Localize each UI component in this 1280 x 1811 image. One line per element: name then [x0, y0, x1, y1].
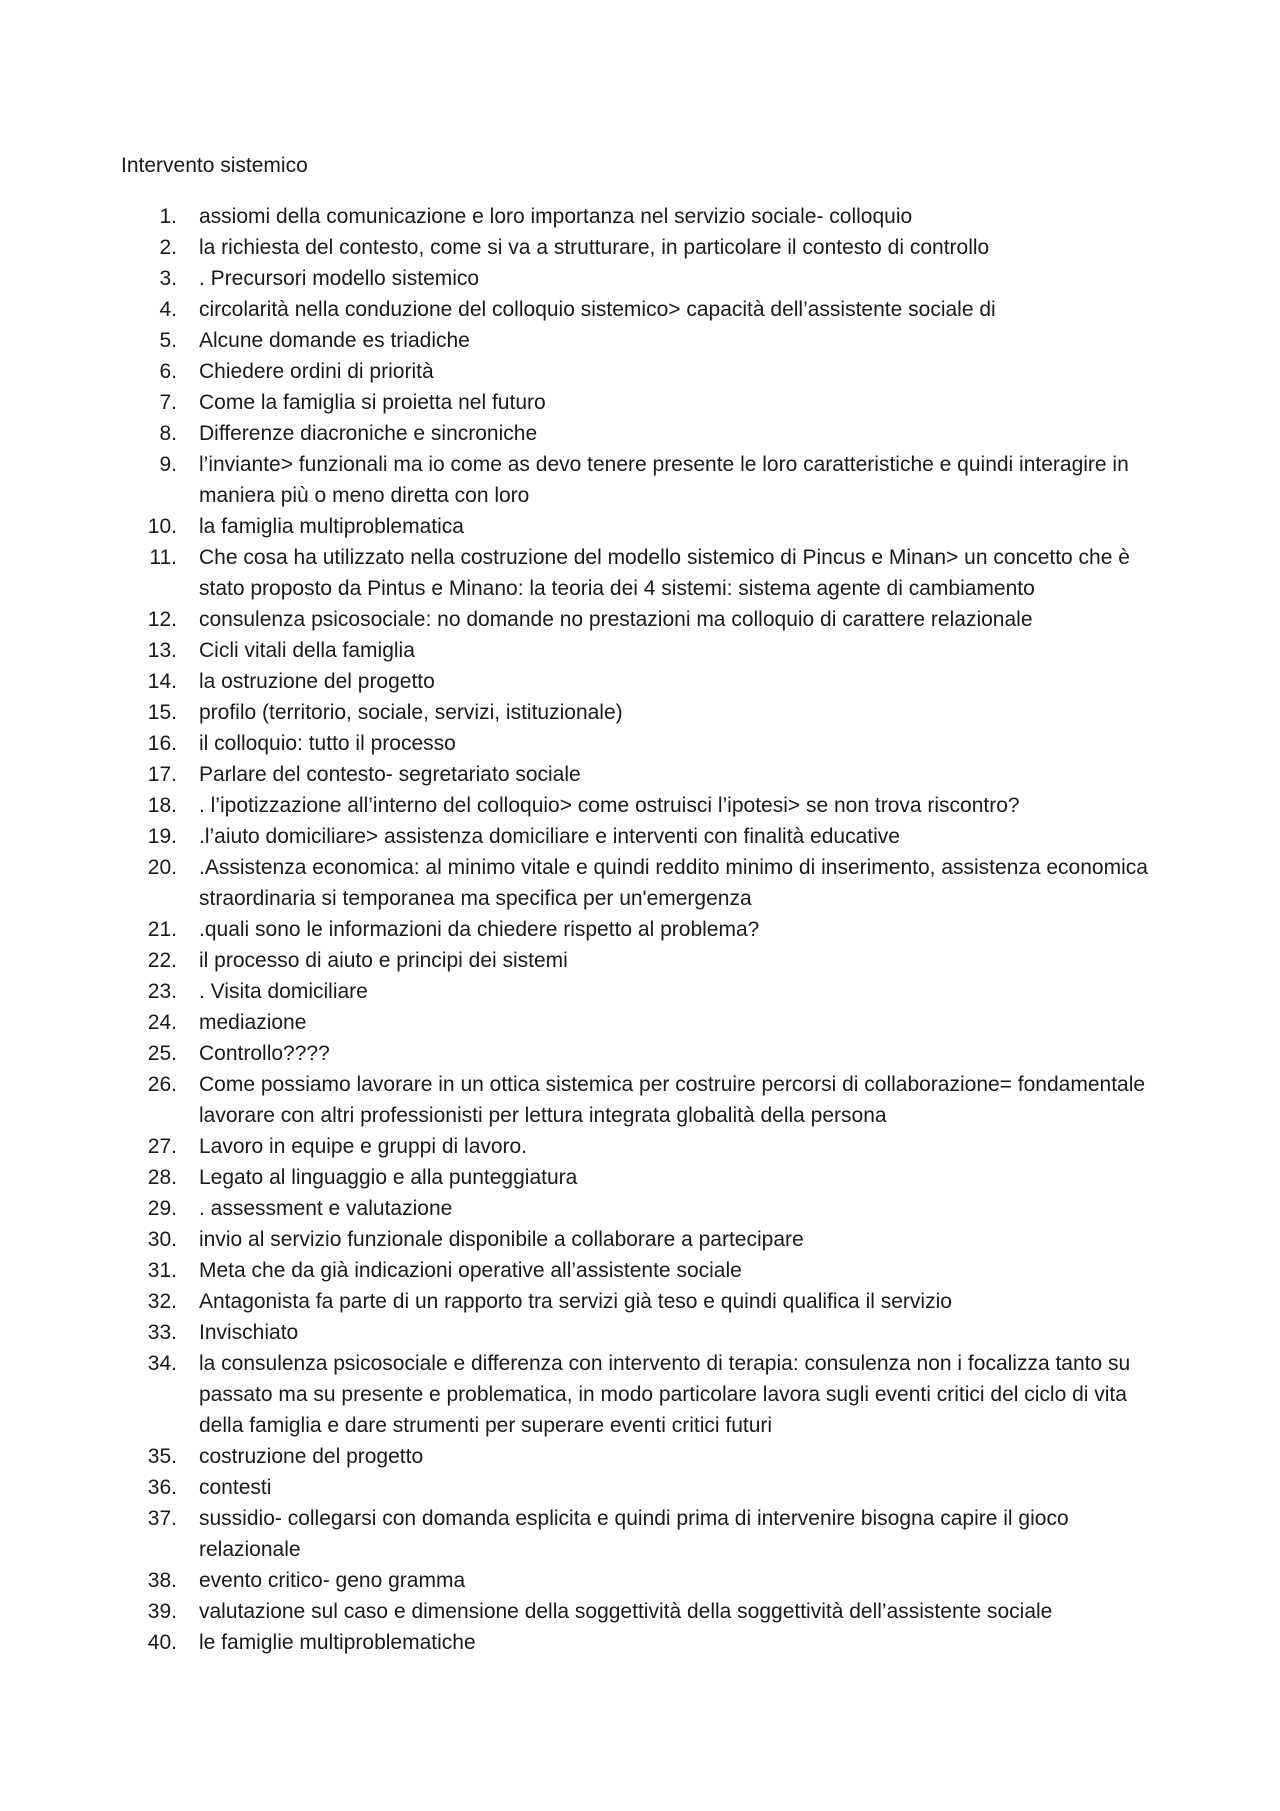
- list-item: [0, 1069, 1280, 1131]
- list-item-number: 27.: [147, 1135, 177, 1158]
- list-item-number: 20.: [147, 856, 177, 879]
- list-item-number: 35.: [147, 1445, 177, 1468]
- list-item-text: Controllo????: [199, 1042, 330, 1065]
- list-item: [0, 852, 1280, 914]
- list-item-number: 5.: [159, 329, 177, 352]
- list-item-text: .quali sono le informazioni da chiedere rispetto al problema?: [199, 918, 760, 941]
- list-item: [0, 387, 1280, 418]
- list-item-number: 9.: [159, 453, 177, 476]
- list-item-text: . assessment e valutazione: [199, 1197, 453, 1220]
- list-item: [0, 1007, 1280, 1038]
- list-item-text: . Visita domiciliare: [199, 980, 368, 1003]
- list-item-number: 15.: [147, 701, 177, 724]
- list-item-text: Antagonista fa parte di un rapporto tra servizi già teso e quindi qualifica il servizio: [199, 1290, 952, 1313]
- list-item-text: circolarità nella conduzione del colloquio sistemico> capacità dell’assistente sociale di: [199, 298, 996, 321]
- list-item: [0, 418, 1280, 449]
- list-item: [0, 945, 1280, 976]
- list-item-text: Come possiamo lavorare in un ottica sistemica per costruire percorsi di collaborazione= fondamentale lavorare con altri professionisti per lettura integrata globalità della persona: [199, 1073, 1146, 1127]
- list-item: [0, 604, 1280, 635]
- list-item-text: Legato al linguaggio e alla punteggiatura: [199, 1166, 578, 1189]
- list-item-text: Come la famiglia si proietta nel futuro: [199, 391, 546, 414]
- list-item-text: Lavoro in equipe e gruppi di lavoro.: [199, 1135, 528, 1158]
- list-item-number: 7.: [159, 391, 177, 414]
- list-item-text: l’inviante> funzionali ma io come as devo tenere presente le loro caratteristiche e quindi interagire in maniera più o meno diretta con loro: [199, 453, 1129, 507]
- list-item: [0, 511, 1280, 542]
- list-item-text: Parlare del contesto- segretariato sociale: [199, 763, 581, 786]
- document-title: Intervento sistemico: [121, 154, 308, 177]
- list-item-number: 16.: [147, 732, 177, 755]
- list-item: [0, 1038, 1280, 1069]
- list-item-number: 31.: [147, 1259, 177, 1282]
- list-item-text: .Assistenza economica: al minimo vitale e quindi reddito minimo di inserimento, assistenza economica straordinaria si temporanea ma specifica per un'emergenza: [199, 856, 1148, 910]
- list-item-text: contesti: [199, 1476, 272, 1499]
- list-item: [0, 1162, 1280, 1193]
- list-item: [0, 1596, 1280, 1627]
- list-item-text: assiomi della comunicazione e loro importanza nel servizio sociale- colloquio: [199, 205, 913, 228]
- list-item-number: 25.: [147, 1042, 177, 1065]
- list-item-text: il colloquio: tutto il processo: [199, 732, 456, 755]
- list-item-number: 39.: [147, 1600, 177, 1623]
- list-item: [0, 790, 1280, 821]
- list-item-text: valutazione sul caso e dimensione della soggettività della soggettività dell’assistente sociale: [199, 1600, 1053, 1623]
- list-item-text: Invischiato: [199, 1321, 299, 1344]
- list-item-text: Differenze diacroniche e sincroniche: [199, 422, 538, 445]
- list-item: [0, 697, 1280, 728]
- list-item-text: le famiglie multiproblematiche: [199, 1631, 476, 1654]
- list-item: [0, 1627, 1280, 1658]
- list-item-number: 12.: [147, 608, 177, 631]
- list-item-text: evento critico- geno gramma: [199, 1569, 466, 1592]
- list-item-number: 8.: [159, 422, 177, 445]
- list-item: [0, 263, 1280, 294]
- list-item: [0, 1348, 1280, 1441]
- list-item-text: Chiedere ordini di priorità: [199, 360, 434, 383]
- list-item-number: 30.: [147, 1228, 177, 1251]
- list-item: [0, 759, 1280, 790]
- list-item-number: 33.: [147, 1321, 177, 1344]
- list-item-number: 3.: [159, 267, 177, 290]
- list-item: [0, 1131, 1280, 1162]
- list-item: [0, 1317, 1280, 1348]
- list-item: [0, 821, 1280, 852]
- list-item-number: 24.: [147, 1011, 177, 1034]
- list-item-number: 32.: [147, 1290, 177, 1313]
- list-item-number: 26.: [147, 1073, 177, 1096]
- list-item-text: il processo di aiuto e principi dei sistemi: [199, 949, 568, 972]
- numbered-list: [0, 201, 1280, 1658]
- list-item: [0, 1193, 1280, 1224]
- list-item: [0, 914, 1280, 945]
- list-item: [0, 542, 1280, 604]
- list-item: [0, 1503, 1280, 1565]
- list-item-number: 1.: [159, 205, 177, 228]
- list-item-number: 22.: [147, 949, 177, 972]
- list-item-text: la ostruzione del progetto: [199, 670, 435, 693]
- list-item-text: mediazione: [199, 1011, 307, 1034]
- list-item-number: 21.: [147, 918, 177, 941]
- list-item-text: profilo (territorio, sociale, servizi, istituzionale): [199, 701, 623, 724]
- list-item-number: 10.: [147, 515, 177, 538]
- list-item-number: 40.: [147, 1631, 177, 1654]
- list-item-text: la richiesta del contesto, come si va a strutturare, in particolare il contesto di controllo: [199, 236, 990, 259]
- list-item-text: . l’ipotizzazione all’interno del colloquio> come ostruisci l’ipotesi> se non trova riscontro?: [199, 794, 1020, 817]
- list-item-text: consulenza psicosociale: no domande no prestazioni ma colloquio di carattere relazionale: [199, 608, 1033, 631]
- list-item: [0, 1441, 1280, 1472]
- list-item-text: . Precursori modello sistemico: [199, 267, 480, 290]
- list-item-text: .l’aiuto domiciliare> assistenza domiciliare e interventi con finalità educative: [199, 825, 900, 848]
- list-item-text: Che cosa ha utilizzato nella costruzione del modello sistemico di Pincus e Minan> un concetto che è stato proposto da Pintus e Minano: la teoria dei 4 sistemi: sistema agente di cambiamento: [199, 546, 1130, 600]
- list-item-text: sussidio- collegarsi con domanda esplicita e quindi prima di intervenire bisogna capire il gioco relazionale: [199, 1507, 1069, 1561]
- list-item-number: 28.: [147, 1166, 177, 1189]
- list-item-number: 6.: [159, 360, 177, 383]
- list-item-number: 13.: [147, 639, 177, 662]
- list-item: [0, 1472, 1280, 1503]
- list-item-text: Cicli vitali della famiglia: [199, 639, 415, 662]
- list-item-text: la famiglia multiproblematica: [199, 515, 464, 538]
- list-item: [0, 1565, 1280, 1596]
- list-item-number: 23.: [147, 980, 177, 1003]
- list-item-number: 11.: [149, 546, 177, 569]
- list-item-number: 2.: [159, 236, 177, 259]
- list-item: [0, 1286, 1280, 1317]
- list-item-number: 34.: [147, 1352, 177, 1375]
- list-item: [0, 232, 1280, 263]
- list-item-text: costruzione del progetto: [199, 1445, 424, 1468]
- list-item: [0, 1255, 1280, 1286]
- list-item-number: 18.: [147, 794, 177, 817]
- list-item-number: 29.: [147, 1197, 177, 1220]
- list-item-text: Meta che da già indicazioni operative all’assistente sociale: [199, 1259, 742, 1282]
- list-item: [0, 294, 1280, 325]
- list-item-number: 4.: [159, 298, 177, 321]
- list-item: [0, 728, 1280, 759]
- list-item-number: 17.: [147, 763, 177, 786]
- list-item: [0, 201, 1280, 232]
- list-item: [0, 635, 1280, 666]
- list-item-text: Alcune domande es triadiche: [199, 329, 470, 352]
- list-item-number: 19.: [147, 825, 177, 848]
- list-item-number: 38.: [147, 1569, 177, 1592]
- list-item: [0, 666, 1280, 697]
- list-item-number: 36.: [147, 1476, 177, 1499]
- list-item-number: 14.: [147, 670, 177, 693]
- list-item: [0, 356, 1280, 387]
- list-item: [0, 976, 1280, 1007]
- list-item: [0, 325, 1280, 356]
- list-item: [0, 449, 1280, 511]
- list-item-number: 37.: [147, 1507, 177, 1530]
- list-item-text: la consulenza psicosociale e differenza con intervento di terapia: consulenza non i focalizza tanto su passato ma su presente e problematica, in modo particolare lavora sugli eventi critici del ciclo di vita della famiglia e dare strumenti per superare eventi critici futuri: [199, 1352, 1131, 1437]
- list-item: [0, 1224, 1280, 1255]
- list-item-text: invio al servizio funzionale disponibile a collaborare a partecipare: [199, 1228, 804, 1251]
